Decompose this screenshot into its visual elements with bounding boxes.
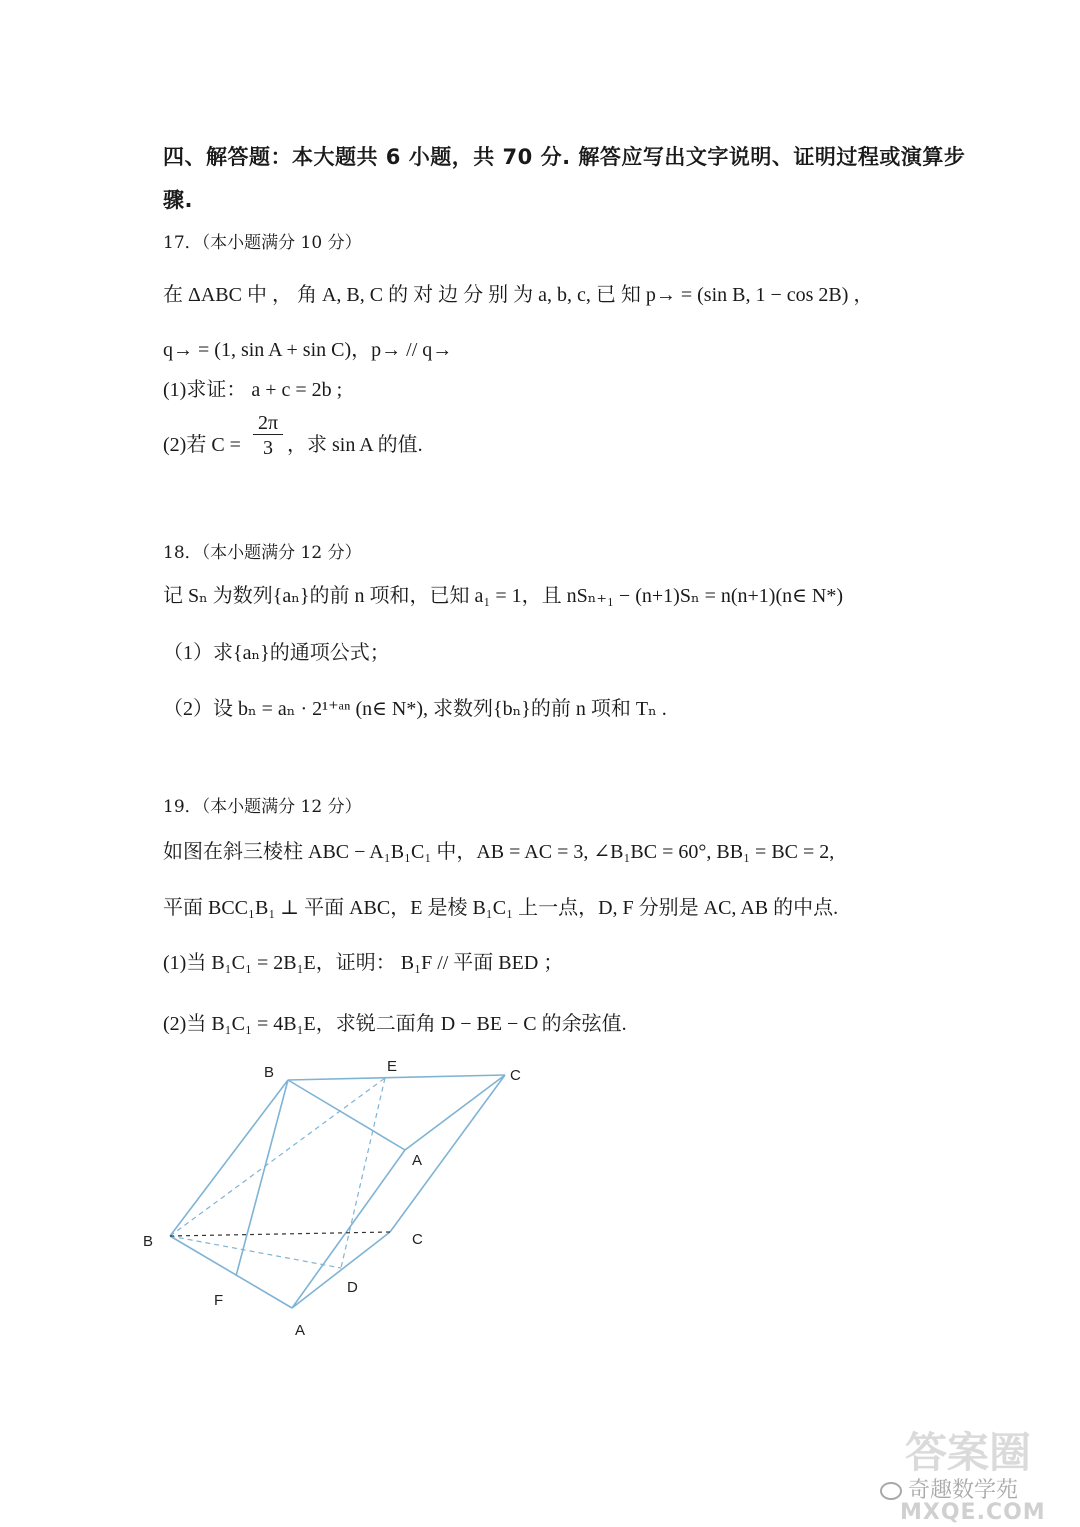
q17-part2-frac-den: 3 xyxy=(263,437,273,459)
label-a1: A xyxy=(412,1152,423,1169)
watermark-site: MXQE.COM xyxy=(900,1500,1046,1525)
q19-line2: 平面 BCC₁B₁ ⊥ 平面 ABC，E 是棱 B₁C₁ 上一点，D, F 分别是 AC, AB 的中点. xyxy=(163,897,839,919)
q17-part2-prefix: (2)若 C = xyxy=(163,434,241,456)
section-title-line1: 四、解答题：本大题共 6 小题，共 70 分. 解答应写出文字说明、证明过程或演算步 xyxy=(163,145,966,169)
label-b: B xyxy=(143,1233,154,1250)
edge-b1-a1 xyxy=(288,1080,405,1150)
q17-part2-suffix: ，求 sin A 的值. xyxy=(287,434,423,456)
edge-c1-a1 xyxy=(405,1075,505,1150)
label-d: D xyxy=(347,1279,358,1296)
q17-line1: 在 ΔABC 中 ， 角 A, B, C 的 对 边 分 别 为 a, b, c, 已 知 p→ = (sin B, 1 − cos 2B) ， xyxy=(163,284,874,306)
edge-c-c1 xyxy=(390,1075,505,1232)
dash-e-d xyxy=(341,1078,385,1268)
watermark-channel-text: 奇趣数学苑 xyxy=(908,1478,1019,1503)
q19-part1: (1)当 B₁C₁ = 2B₁E，证明： B₁F // 平面 BED ； xyxy=(163,952,564,974)
q18-line1: 记 Sₙ 为数列{aₙ}的前 n 项和，已知 a₁ = 1，且 nSₙ₊₁ − (n+1)Sₙ = n(n+1)(n∈ N*) xyxy=(163,585,844,607)
label-b1: B xyxy=(264,1064,275,1081)
label-c: C xyxy=(412,1231,423,1248)
edge-b-b1 xyxy=(170,1080,288,1236)
edge-a-c xyxy=(292,1232,390,1308)
edge-b-a xyxy=(170,1236,292,1308)
wechat-icon xyxy=(880,1482,902,1500)
q19-part2: (2)当 B₁C₁ = 4B₁E，求锐二面角 D − BE − C 的余弦值. xyxy=(163,1013,627,1035)
q17-part1: (1)求证： a + c = 2b ; xyxy=(163,379,343,401)
dash-b-e xyxy=(170,1078,385,1236)
dash-b-c xyxy=(170,1232,390,1236)
q18-part2: （2）设 bₙ = aₙ · 2¹⁺ᵃⁿ (n∈ N*), 求数列{bₙ}的前 n 项和 Tₙ . xyxy=(163,698,667,720)
watermark-stamp: 答案圈 xyxy=(905,1428,1032,1477)
label-e: E xyxy=(387,1058,398,1075)
label-c1: C xyxy=(510,1067,521,1084)
section-title-line2: 骤. xyxy=(163,188,193,212)
q19-header: 19．（本小题满分 12 分） xyxy=(163,797,362,817)
q18-header: 18．（本小题满分 12 分） xyxy=(163,543,362,563)
q17-header: 17．（本小题满分 10 分） xyxy=(163,233,362,253)
label-a: A xyxy=(295,1322,306,1339)
edge-b1-c1 xyxy=(288,1075,505,1080)
q17-part2-frac-num: 2π xyxy=(253,412,283,435)
q19-line1: 如图在斜三棱柱 ABC − A₁B₁C₁ 中，AB = AC = 3, ∠B₁BC = 60°, BB₁ = BC = 2, xyxy=(163,841,835,863)
q18-part1: （1）求{aₙ}的通项公式； xyxy=(163,642,390,664)
edge-f-b1 xyxy=(236,1080,288,1276)
label-f: F xyxy=(214,1292,224,1309)
q17-line2: q→ = (1, sin A + sin C)，p→ // q→ xyxy=(163,339,453,361)
